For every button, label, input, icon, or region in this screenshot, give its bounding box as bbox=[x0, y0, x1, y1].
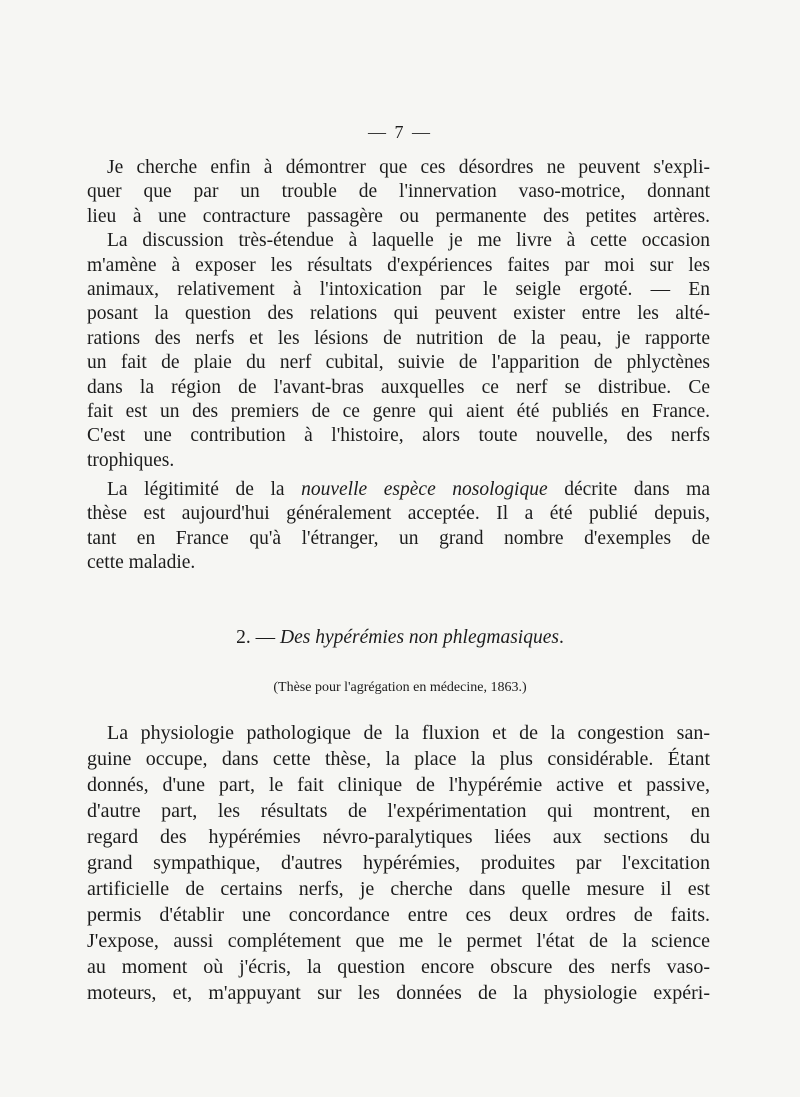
text-line: La discussion très-étendue à laquelle je me livre à cette occasion bbox=[107, 230, 710, 252]
section-heading bbox=[0, 626, 800, 650]
emphasis-text: nouvelle espèce nosologique bbox=[301, 479, 548, 500]
text-line: d'autre part, les résultats de l'expérimentation qui montrent, en bbox=[87, 800, 710, 822]
text-line: quer que par un trouble de l'innervation vaso-motrice, donnant bbox=[87, 181, 710, 203]
text-line: lieu à une contracture passagère ou permanente des petites artères. bbox=[87, 205, 710, 227]
text-line: fait est un des premiers de ce genre qui aient été publiés en France. bbox=[87, 401, 710, 423]
page-number: — 7 — bbox=[368, 122, 432, 142]
text-line: trophiques. bbox=[87, 449, 175, 471]
text-line: thèse est aujourd'hui généralement acceptée. Il a été publié depuis, bbox=[87, 503, 710, 525]
text-line: animaux, relativement à l'intoxication par le seigle ergoté. — En bbox=[87, 279, 710, 301]
text-line: moteurs, et, m'appuyant sur les données de la physiologie expéri- bbox=[87, 982, 710, 1004]
section-subtitle: (Thèse pour l'agrégation en médecine, 1863.) bbox=[273, 680, 527, 695]
text-run: décrite dans ma bbox=[547, 479, 711, 500]
text-line: La physiologie pathologique de la fluxion et de la congestion san- bbox=[107, 722, 710, 744]
paragraph-2 bbox=[87, 478, 710, 576]
text-line: donnés, d'une part, le fait clinique de l'hypérémie active et passive, bbox=[87, 774, 710, 796]
text-line: rations des nerfs et les lésions de nutrition de la peau, je rapporte bbox=[87, 327, 710, 349]
text-run: La légitimité de la bbox=[107, 479, 302, 500]
text-line: m'amène à exposer les résultats d'expériences faites par moi sur les bbox=[87, 254, 710, 276]
paragraph-3 bbox=[87, 720, 710, 1006]
paragraph-1 bbox=[87, 156, 710, 473]
text-line: dans la région de l'avant-bras auxquelles ce nerf se distribue. Ce bbox=[87, 376, 710, 398]
text-line: tant en France qu'à l'étranger, un grand nombre d'exemples de bbox=[87, 527, 710, 549]
text-line: cette maladie. bbox=[87, 552, 196, 574]
section-number: 2. — bbox=[236, 627, 281, 648]
text-line: permis d'établir une concordance entre ces deux ordres de faits. bbox=[87, 904, 710, 926]
text-line: posant la question des relations qui peuvent exister entre les alté- bbox=[87, 303, 710, 325]
text-line: C'est une contribution à l'histoire, alors toute nouvelle, des nerfs bbox=[87, 425, 710, 447]
text-line: artificielle de certains nerfs, je cherche dans quelle mesure il est bbox=[87, 878, 710, 900]
section-title-end: . bbox=[558, 627, 564, 648]
text-line bbox=[87, 478, 710, 502]
text-line: guine occupe, dans cette thèse, la place la plus considérable. Étant bbox=[87, 748, 710, 770]
text-line: au moment où j'écris, la question encore obscure des nerfs vaso- bbox=[87, 956, 710, 978]
text-line: grand sympathique, d'autres hypérémies, produites par l'excitation bbox=[87, 852, 710, 874]
text-line: un fait de plaie du nerf cubital, suivie de l'apparition de phlyctènes bbox=[87, 352, 710, 374]
text-line: J'expose, aussi complétement que me le permet l'état de la science bbox=[87, 930, 710, 952]
text-line: Je cherche enfin à démontrer que ces désordres ne peuvent s'expli- bbox=[107, 157, 710, 178]
text-line: regard des hypérémies névro-paralytiques liées aux sections du bbox=[87, 826, 710, 848]
section-title: Des hypérémies non phlegmasiques bbox=[280, 627, 559, 648]
